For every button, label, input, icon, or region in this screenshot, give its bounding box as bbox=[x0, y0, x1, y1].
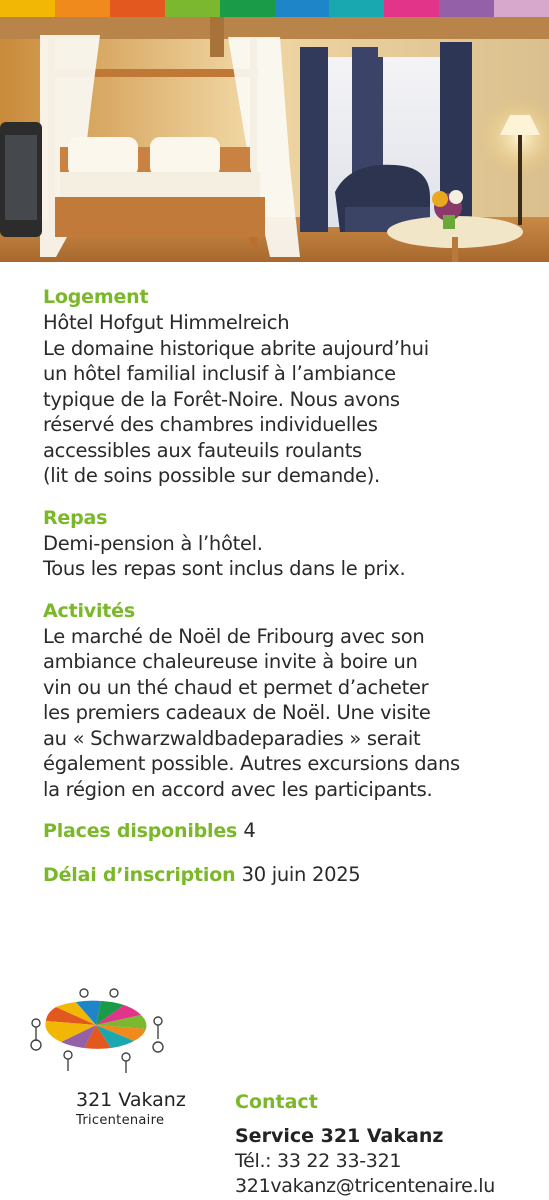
color-strip-segment bbox=[384, 0, 439, 17]
text-line: au « Schwarzwaldbadeparadies » serait bbox=[43, 726, 421, 750]
text-line: accessibles aux fauteuils roulants bbox=[43, 438, 362, 462]
main-content bbox=[43, 284, 523, 906]
color-strip-segment bbox=[439, 0, 494, 17]
text-line: typique de la Forêt-Noire. Nous avons bbox=[43, 387, 400, 411]
section-heading: Repas bbox=[43, 506, 108, 529]
brand-subtitle: Tricentenaire bbox=[76, 1113, 165, 1128]
places-label: Places disponibles bbox=[43, 820, 238, 842]
text-line: Le domaine historique abrite aujourd’hui bbox=[43, 336, 429, 360]
color-strip-segment bbox=[0, 0, 55, 17]
text-line: vin ou un thé chaud et permet d’acheter bbox=[43, 675, 429, 699]
text-line: (lit de soins possible sur demande). bbox=[43, 464, 380, 487]
section-activites bbox=[43, 598, 523, 803]
color-strip-segment bbox=[494, 0, 549, 17]
color-strip-segment bbox=[55, 0, 110, 17]
delai-inscription bbox=[43, 862, 523, 888]
color-strip-segment bbox=[110, 0, 165, 17]
deadline-value: 30 juin 2025 bbox=[241, 863, 361, 886]
places-value: 4 bbox=[243, 819, 256, 842]
contact-block bbox=[235, 1090, 495, 1199]
color-strip-segment bbox=[220, 0, 275, 17]
text-line: un hôtel familial inclusif à l’ambiance bbox=[43, 362, 396, 385]
text-line: Le marché de Noël de Fribourg avec son bbox=[43, 624, 425, 648]
parachute-logo-icon bbox=[24, 985, 170, 1081]
text-line: la région en accord avec les participants. bbox=[43, 777, 433, 801]
text-line: également possible. Autres excursions dans bbox=[43, 752, 460, 775]
contact-email[interactable]: 321vakanz@tricentenaire.lu bbox=[235, 1175, 495, 1197]
text-line: Hôtel Hofgut Himmelreich bbox=[43, 311, 290, 334]
contact-heading: Contact bbox=[235, 1091, 318, 1113]
color-strip-segment bbox=[275, 0, 330, 17]
section-repas bbox=[43, 505, 523, 582]
hotel-room-photo bbox=[0, 17, 549, 262]
contact-organization: Service 321 Vakanz bbox=[235, 1125, 444, 1147]
brand-name: 321 Vakanz bbox=[76, 1089, 186, 1111]
section-heading: Activités bbox=[43, 599, 135, 622]
text-line: les premiers cadeaux de Noël. Une visite bbox=[43, 701, 431, 724]
color-strip-segment bbox=[329, 0, 384, 17]
text-line: ambiance chaleureuse invite à boire un bbox=[43, 650, 418, 673]
section-body bbox=[43, 531, 523, 582]
deadline-label: Délai d’inscription bbox=[43, 864, 236, 886]
section-body bbox=[43, 624, 523, 803]
color-strip bbox=[0, 0, 549, 17]
text-line: Demi-pension à l’hôtel. bbox=[43, 531, 263, 555]
contact-phone: Tél.: 33 22 33-321 bbox=[235, 1150, 402, 1172]
brand-block bbox=[76, 1088, 186, 1130]
text-line: Tous les repas sont inclus dans le prix. bbox=[43, 557, 406, 580]
section-logement bbox=[43, 284, 523, 489]
section-body bbox=[43, 310, 523, 489]
places-disponibles bbox=[43, 818, 523, 844]
section-heading: Logement bbox=[43, 286, 149, 308]
color-strip-segment bbox=[165, 0, 220, 17]
text-line: réservé des chambres individuelles bbox=[43, 413, 378, 436]
